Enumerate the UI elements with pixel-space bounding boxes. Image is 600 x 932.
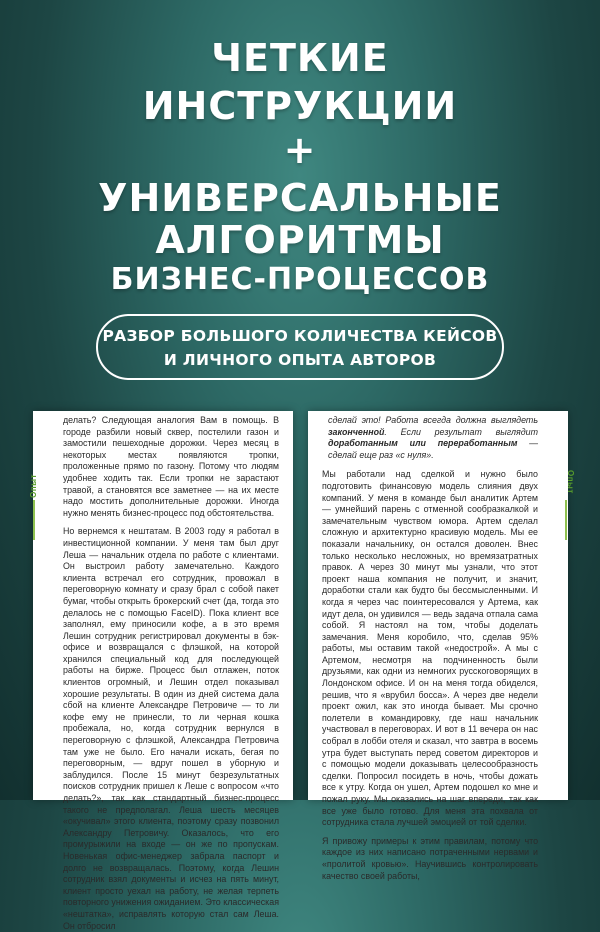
headline-plus: + (283, 128, 317, 172)
right-side-marker (565, 500, 567, 540)
headline-line-6: БИЗНЕС-ПРОЦЕССОВ (110, 262, 490, 297)
headline-line-1: ЧЕТКИЕ (211, 36, 389, 80)
headline-line-2: ИНСТРУКЦИИ (142, 84, 458, 128)
headline-line-4: УНИВЕРСАЛЬНЫЕ (98, 176, 502, 220)
right-paragraph-1: Мы работали над сделкой и нужно было подготовить финансовую модель слияния двух компаний. У меня в команде был аналитик Артем — умнейший парень с отменной сообразкалкой и замечательным чувством юмора. Артем сделал сложную и архитектурно красивую модель. Мы ее показали начальнику, он остался доволен. Внес только несколько несложных, но времязатратных правок. А через 30 минут мы узнали, что этот проект наша компания не получит, и значит, доработки стали как будто бы бессмысленными. И когда я через час поинтересовался у Артема, как идут дела, он удивился — ведь задача отпала сама собой. Я настоял на том, чтобы доделать замечания. Меня коробило, что, сделав 95% работы, мы оставим такой «недострой». А мы с Артемом, несмотря на подчиненность были друзьями, как одни из немногих русскоговорящих в Лондонском офисе. И он на меня тогда обиделся, решив, что я «врубил босса». А через две недели проект ожил, как это иногда бывает. Мы срочно полетели в командировку, где наш начальник участвовал в переговорах. И вот в 11 вечера он нас собрал в лобби отеля и сказал, что завтра в восемь утра будет выступать перед советом директоров и с помощью модели доказывать целесообразность сделки. Попросил посидеть в ночь, чтобы дожать все к утру. Когда он ушел, Артем подошел ко мне и пожал руку. Мы оказались на шаг впереди, так как все уже было готово. Для меня эта похвала от сотрудника стала лучшей эмоцией от той сделки. (322, 469, 538, 828)
right-paragraph-2: Я привожу примеры к этим правилам, потому что каждое из них написано потраченными нервами и «пролитой кровью». Научившись контролировать качество своей работы, (322, 835, 538, 881)
banner-line-1: РАЗБОР БОЛЬШОГО КОЛИЧЕСТВА КЕЙСОВ (102, 327, 498, 345)
quote-start: сделай это! Работа всегда должна выглядеть (328, 415, 538, 425)
quote-bold-2: доработанным или переработанным (328, 438, 518, 449)
right-side-tab: Опыт (566, 470, 575, 494)
right-quote (328, 415, 538, 461)
quote-end: — сделай еще раз «с нуля». (328, 438, 538, 460)
left-paragraph-2: Но вернемся к нештатам. В 2003 году я работал в инвестиционной компании. У меня там был друг Леша — начальник отдела по работе с клиентами. Он выстроил работу замечательно. Каждого клиента встречал его сотрудник, провожал в переговорную комнату и сразу брал с собой пакет бумаг, чтобы открыть брокерский счет (да, тогда это делалось не с помощью FaceID). Пока клиент все заполнял, ему приносили кофе, а в это время Лешин сотрудник регистрировал документы в бэк-офисе и возвращался с флэшкой, на которой хранился специальный код для последующей работы на бирже. Процесс был отлажен, поток клиентов огромный, и Лешин отдел показывал хорошие результаты. В один из дней система дала сбой на клиенте Александре Петровиче — то ли кофе ему не принесли, то ли черная кошка пробежала, но, когда сотрудник вернулся в переговорную с флэшкой, Александра Петровича там уже не было. Его начали искать, бегая по переговорным, — вдруг пошел в уборную и заблудился. После 15 минут безрезультатных поисков сотрудник пришел к Леше с вопросом «что делать?», так как стандартный бизнес-процесс такого не предполагал. Леша шесть месяцев «окучивал» этого клиента, поэтому сразу позвонил Александру Петровичу. Оказалось, что его промурыжили на входе — он же по пропускам. Новенькая офис-менеджер забрала паспорт и долго не возвращалась. Поэтому, когда Лешин сотрудник взял документы и исчез на пять минут, клиент просто уехал на работу, не желая терпеть повторного унижения ожиданием. Это классическая «нештатка», исправлять которую стал сам Леша. Он отбросил (63, 526, 279, 931)
left-side-marker (33, 500, 35, 540)
quote-mid: . Если результат выглядит (384, 426, 538, 437)
left-side-tab: Опыт (29, 474, 38, 498)
right-book-page (308, 411, 568, 881)
left-book-page (33, 411, 293, 931)
banner-line-2: И ЛИЧНОГО ОПЫТА АВТОРОВ (163, 351, 437, 369)
cases-banner (96, 314, 504, 380)
quote-bold-1: законченной (328, 426, 385, 437)
headline-line-5: АЛГОРИТМЫ (155, 218, 445, 262)
left-paragraph-1: делать? Следующая аналогия Вам в помощь. В городе разбили новый сквер, постелили газон и замостили пешеходные дорожки. Через месяц в некоторых местах появляются тропки, проложенные прямо по газону. Потому что людям удобнее ходить так. Если тропки не зарастают травой, а становятся все заметнее — на их месте надо мостить дополнительные дорожки. Иногда нужно менять бизнес-процесс под обстоятельства. (63, 415, 279, 518)
